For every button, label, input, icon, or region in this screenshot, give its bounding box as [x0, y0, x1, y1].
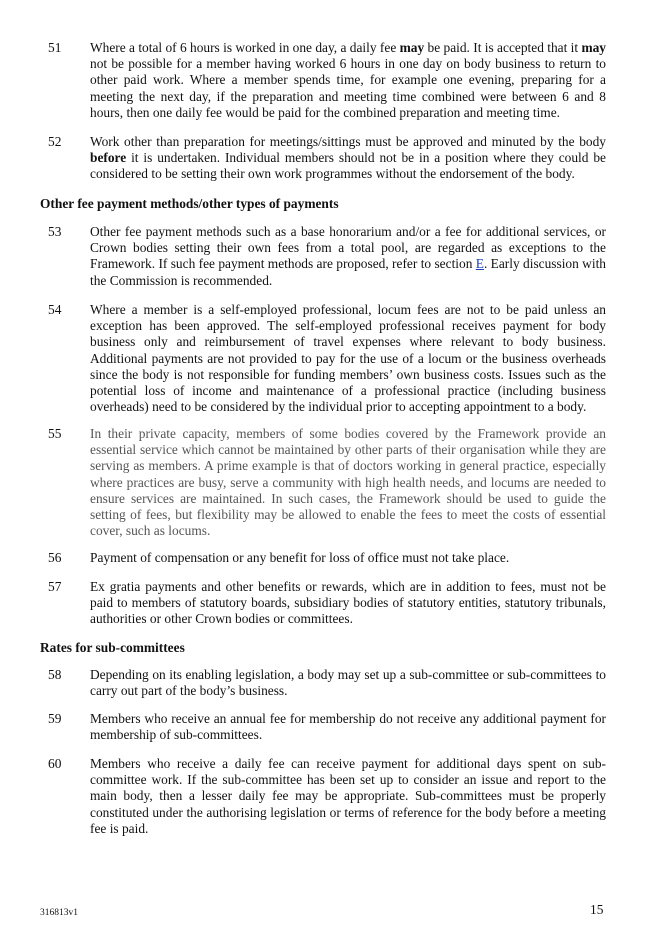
paragraph-text: Ex gratia payments and other benefits or rewards, which are in addition to fees, must not be paid to members of statutory boards, subsidiary bodies of statutory entities, statutory tribunals, authorities or other Crown bodies or committees. — [90, 579, 606, 627]
paragraph-number: 53 — [48, 224, 62, 239]
text-run: not be possible for a member having worked 6 hours in one day on body business to return to other paid work. Where a member spends time, for example one evening, preparing for a meeting the next day, if the preparation and meeting time combined were between 6 and 8 hours, then one daily fee would be paid for the combined preparation and meeting time. — [90, 56, 606, 120]
bold-run: may — [399, 40, 425, 55]
text-run: Work other than preparation for meetings/sittings must be approved and minuted by the body — [90, 134, 606, 149]
paragraph-number: 57 — [48, 579, 62, 594]
section-heading-sub-committees: Rates for sub-committees — [40, 640, 185, 655]
paragraph-number: 58 — [48, 667, 62, 682]
paragraph-text: Payment of compensation or any benefit for loss of office must not take place. — [90, 550, 510, 565]
paragraph-text: Members who receive a daily fee can receive payment for additional days spent on sub-committee work. If the sub-committee has been set up to consider an issue and report to the main body, then a lesser daily fee may be appropriate. Sub-committees must be properly constituted under the authorising legislation or terms of reference for the body before a meeting fee is paid. — [90, 756, 606, 836]
paragraph-text — [90, 134, 606, 183]
paragraph-text — [90, 224, 606, 289]
text-run: be paid. It is accepted that it — [424, 40, 582, 55]
text-run: Where a total of 6 hours is worked in one day, a daily fee — [90, 40, 400, 55]
paragraph-number: 60 — [48, 756, 62, 771]
paragraph-number: 51 — [48, 40, 62, 55]
paragraph-number: 59 — [48, 711, 62, 726]
paragraph-text: Members who receive an annual fee for membership do not receive any additional payment for membership of sub-committees. — [90, 711, 606, 743]
text-run: Other fee payment methods such as a base honorarium and/or a fee for additional services, or Crown bodies setting their own fees from a total pool, are regarded as exceptions to the Framework. If such fee payment methods are proposed, refer to section — [90, 224, 606, 272]
text-run: it is undertaken. Individual members should not be in a position where they could be considered to be setting their own work programmes without the endorsement of the body. — [90, 150, 606, 182]
footer-page-number: 15 — [590, 902, 604, 917]
paragraph-number: 52 — [48, 134, 62, 149]
bold-run: before — [90, 150, 127, 166]
paragraph-text: Depending on its enabling legislation, a body may set up a sub-committee or sub-committees to carry out part of the body’s business. — [90, 667, 606, 699]
section-e-link[interactable]: E — [475, 256, 484, 272]
paragraph-number: 55 — [48, 426, 62, 441]
bold-run: may — [581, 40, 606, 55]
text-run: . Early discussion with the Commission is recommended. — [90, 256, 606, 288]
paragraph-number: 54 — [48, 302, 62, 317]
section-heading-other-fee: Other fee payment methods/other types of payments — [40, 196, 339, 211]
footer-document-id: 316813v1 — [40, 908, 78, 918]
paragraph-text — [90, 40, 606, 121]
paragraph-text: In their private capacity, members of some bodies covered by the Framework provide an essential service which cannot be maintained by other parts of their organisation while they are serving as members. A prime example is that of doctors working in general practice, especially where practices are busy, serve a community with high health needs, and locums are needed to ensure services are maintained. In such cases, the Framework should be used to guide the setting of fees, but flexibility may be allowed to enable the fees to meet the costs of essential cover, such as locums. — [90, 426, 606, 539]
paragraph-number: 56 — [48, 550, 62, 565]
paragraph-text: Where a member is a self-employed professional, locum fees are not to be paid unless an exception has been approved. The self-employed professional receives payment for body business only and reimbursement of travel expenses where relevant to body business. Additional payments are not provided to pay for the use of a locum or the business overheads since the body is not responsible for funding members’ own business costs. Issues such as the potential loss of income and maintenance of a professional practice (including business overheads) need to be considered by the individual prior to accepting appointment to a body. — [90, 302, 606, 415]
